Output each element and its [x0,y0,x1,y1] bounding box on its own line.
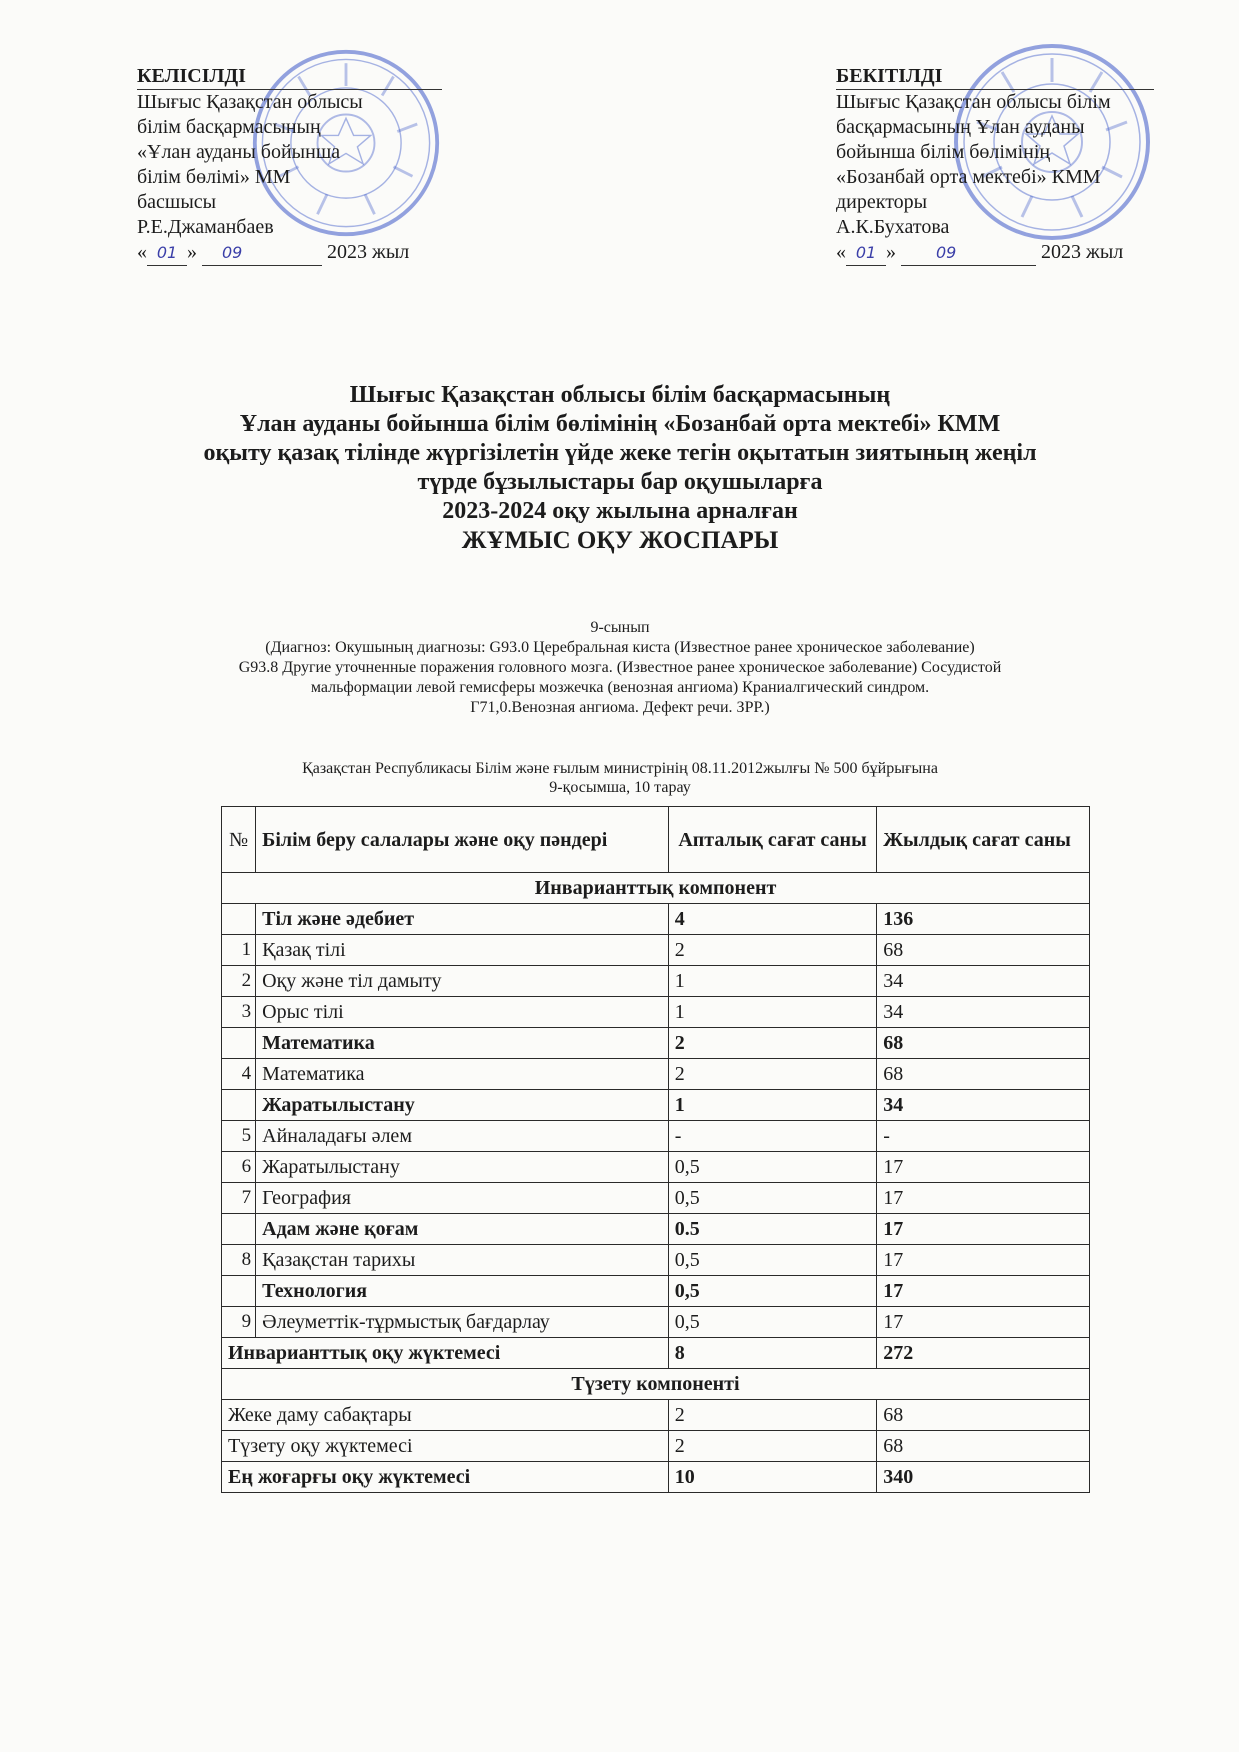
order-line: Қазақстан Республикасы Білім және ғылым министрінің 08.11.2012жылғы № 500 бұйрығына [302,760,938,777]
subject-row [222,1307,1090,1338]
correction-row [222,1462,1090,1493]
subject-group-row [222,1214,1090,1245]
row-number: 3 [222,997,256,1028]
row-number [222,904,256,935]
section-row [222,1369,1090,1400]
title-line: Ұлан ауданы бойынша білім бөлімінің «Бозанбай орта мектебі» КММ [239,411,1001,437]
section-row [222,873,1090,904]
weekly-hours: 0,5 [668,1152,876,1183]
subject-row [222,1121,1090,1152]
yearly-hours: 68 [877,1028,1090,1059]
approval-heading-left: КЕЛІСІЛДІ [137,65,246,87]
curriculum-table [221,806,1090,1493]
date-month: 09 [936,243,957,262]
title-line: Шығыс Қазақстан облысы білім басқармасының [349,382,891,408]
weekly-hours: 2 [668,935,876,966]
approval-signer: Р.Е.Джаманбаев [137,216,274,238]
invariant-rows [222,904,1090,1338]
weekly-hours: 10 [668,1462,876,1493]
table-header-row [222,807,1090,873]
title-line: оқыту қазақ тілінде жүргізілетін үйде жеке тегін оқытатын зиятының жеңіл [203,440,1037,466]
subject-name: Қазақстан тарихы [256,1245,669,1276]
subject-row [222,1059,1090,1090]
section-correction: Түзету компоненті [222,1369,1090,1400]
yearly-hours: - [877,1121,1090,1152]
invariant-total-row [222,1338,1090,1369]
weekly-hours: 4 [668,904,876,935]
row-number: 9 [222,1307,256,1338]
subject-name: Жаратылыстану [256,1152,669,1183]
date-month: 09 [222,243,243,262]
yearly-hours: 34 [877,997,1090,1028]
yearly-hours: 68 [877,1431,1090,1462]
diagnosis-line: Г71,0.Венозная ангиома. Дефект речи. ЗРР.) [470,699,770,716]
row-number: 5 [222,1121,256,1152]
header-yearly-hours: Жылдық сағат саны [877,807,1090,873]
row-number [222,1028,256,1059]
diagnosis-line: (Диагноз: Окушының диагнозы: G93.0 Церебральная киста (Известное ранее хроническое заболевание) [265,639,975,656]
subject-row [222,997,1090,1028]
approval-block-left [137,64,467,266]
yearly-hours: 17 [877,1152,1090,1183]
weekly-hours: 0.5 [668,1214,876,1245]
row-number: 7 [222,1183,256,1214]
approval-line: Шығыс Қазақстан облысы [137,91,363,113]
yearly-hours: 68 [877,1400,1090,1431]
date-year: 2023 жыл [1041,241,1124,263]
approval-line: Шығыс Қазақстан облысы білім [836,91,1111,113]
total-year: 272 [877,1338,1090,1369]
date-day: 01 [855,243,877,262]
weekly-hours: 2 [668,1059,876,1090]
approval-line: білім басқармасының [137,116,321,138]
subject-group-row [222,1276,1090,1307]
subject-row [222,1245,1090,1276]
subject-row [222,1152,1090,1183]
weekly-hours: 1 [668,1090,876,1121]
approval-line: бойынша білім бөлімінің [836,141,1051,163]
approval-date-left: « 01 » 09 2023 жыл [137,240,467,266]
subject-name: Математика [256,1059,669,1090]
row-number [222,1090,256,1121]
subject-name: Жаратылыстану [256,1090,669,1121]
row-number [222,1276,256,1307]
yearly-hours: 17 [877,1276,1090,1307]
order-line: 9-қосымша, 10 тарау [549,779,691,796]
weekly-hours: 1 [668,966,876,997]
row-number: 2 [222,966,256,997]
header-subject: Білім беру салалары және оқу пәндері [256,807,669,873]
approval-line: білім бөлімі» ММ [137,166,291,188]
yearly-hours: 68 [877,935,1090,966]
title-main: ЖҰМЫС ОҚУ ЖОСПАРЫ [461,527,779,554]
weekly-hours: 0,5 [668,1183,876,1214]
yearly-hours: 136 [877,904,1090,935]
subject-group-row [222,1090,1090,1121]
weekly-hours: 0,5 [668,1276,876,1307]
subject-name: Технология [256,1276,669,1307]
yearly-hours: 340 [877,1462,1090,1493]
date-year: 2023 жыл [327,241,410,263]
subject-name: Математика [256,1028,669,1059]
weekly-hours: - [668,1121,876,1152]
total-week: 8 [668,1338,876,1369]
header-number: № [222,807,256,873]
order-reference [150,759,1090,797]
subject-name: Тіл және әдебиет [256,904,669,935]
yearly-hours: 17 [877,1245,1090,1276]
yearly-hours: 68 [877,1059,1090,1090]
subject-name: Орыс тілі [256,997,669,1028]
document-title [120,381,1120,555]
row-number: 4 [222,1059,256,1090]
approval-line: басшысы [137,191,217,213]
row-label: Түзету оқу жүктемесі [222,1431,669,1462]
approval-block-right [836,64,1176,266]
subject-name: Оқу және тіл дамыту [256,966,669,997]
date-day: 01 [156,243,178,262]
subject-name: Қазақ тілі [256,935,669,966]
row-number [222,1214,256,1245]
title-line: 2023-2024 оқу жылына арналған [442,498,798,524]
subject-name: Айналадағы әлем [256,1121,669,1152]
weekly-hours: 2 [668,1028,876,1059]
weekly-hours: 0,5 [668,1245,876,1276]
approval-line: «Ұлан ауданы бойынша [137,141,341,163]
approval-heading-right: БЕКІТІЛДІ [836,65,943,87]
diagnosis-line: G93.8 Другие уточненные поражения головного мозга. (Известное ранее хроническое заболевание) Сосудистой [238,659,1002,676]
approval-line: «Бозанбай орта мектебі» КММ [836,166,1101,188]
weekly-hours: 1 [668,997,876,1028]
header-weekly-hours: Апталық сағат саны [668,807,876,873]
approval-signer: А.К.Бухатова [836,216,950,238]
yearly-hours: 34 [877,1090,1090,1121]
row-number: 1 [222,935,256,966]
approval-line: директоры [836,191,928,213]
subject-name: Әлеуметтік-тұрмыстық бағдарлау [256,1307,669,1338]
weekly-hours: 2 [668,1431,876,1462]
row-label: Жеке даму сабақтары [222,1400,669,1431]
weekly-hours: 2 [668,1400,876,1431]
correction-row [222,1400,1090,1431]
subject-group-row [222,1028,1090,1059]
yearly-hours: 34 [877,966,1090,997]
diagnosis-block [150,618,1090,718]
correction-rows [222,1400,1090,1493]
approval-date-right: « 01 » 09 2023 жыл [836,240,1176,266]
subject-group-row [222,904,1090,935]
approval-line: басқармасының Ұлан ауданы [836,116,1085,138]
title-line: түрде бұзылыстары бар оқушыларға [417,469,823,495]
diagnosis-line: мальформации левой гемисферы мозжечка (венозная ангиома) Краниалгический синдром. [310,679,930,696]
yearly-hours: 17 [877,1307,1090,1338]
row-number: 8 [222,1245,256,1276]
correction-row [222,1431,1090,1462]
yearly-hours: 17 [877,1214,1090,1245]
total-label: Инварианттық оқу жүктемесі [222,1338,669,1369]
subject-row [222,966,1090,997]
subject-row [222,1183,1090,1214]
yearly-hours: 17 [877,1183,1090,1214]
subject-row [222,935,1090,966]
row-number: 6 [222,1152,256,1183]
row-label: Ең жоғарғы оқу жүктемесі [222,1462,669,1493]
subject-name: География [256,1183,669,1214]
section-invariant: Инварианттық компонент [222,873,1090,904]
weekly-hours: 0,5 [668,1307,876,1338]
grade-label: 9-сынып [590,619,650,636]
subject-name: Адам және қоғам [256,1214,669,1245]
